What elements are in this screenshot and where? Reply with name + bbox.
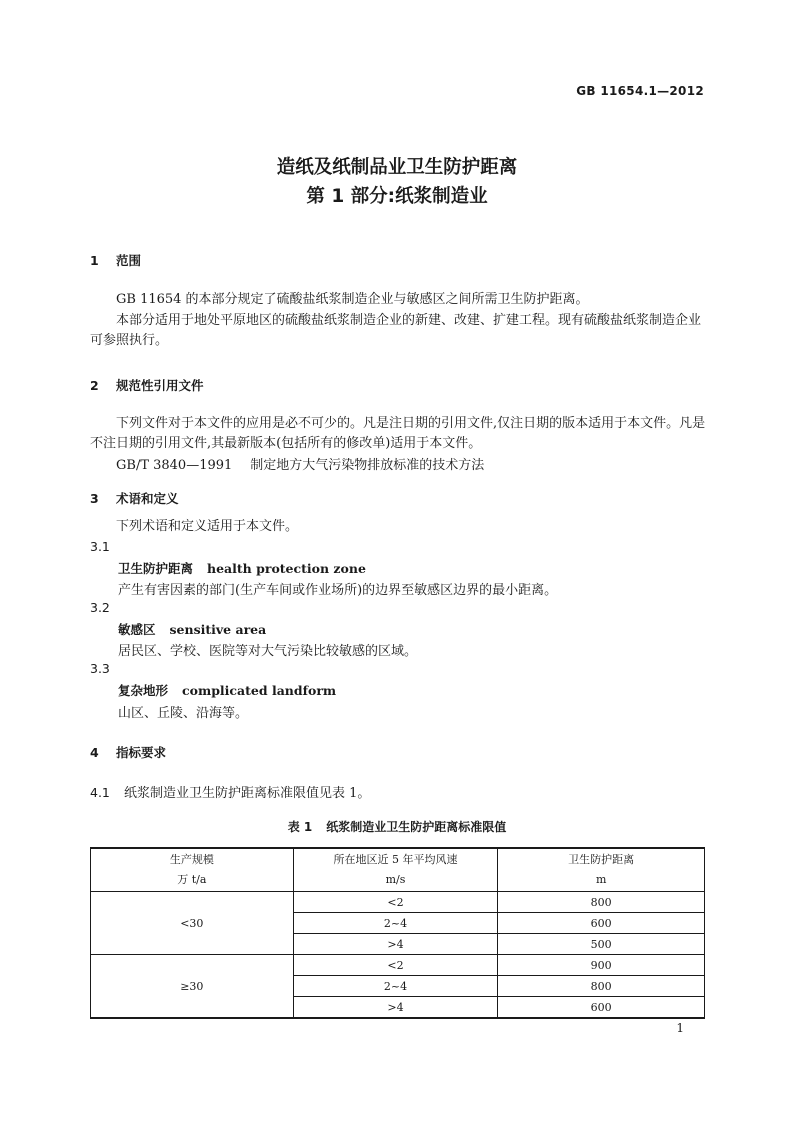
term-heading <box>118 559 366 577</box>
section-title: 指标要求 <box>116 745 167 760</box>
section-4-heading <box>90 743 166 761</box>
term-definition: 产生有害因素的部门(生产车间或作业场所)的边界至敏感区边界的最小距离。 <box>118 583 558 598</box>
table-title: 纸浆制造业卫生防护距离标准限值 <box>326 820 507 834</box>
document-title: 造纸及纸制品业卫生防护距离 <box>276 157 518 178</box>
clause-number: 4.1 <box>90 785 110 800</box>
term-heading <box>118 681 336 699</box>
term-zh: 复杂地形 <box>118 683 169 698</box>
scale-cell: ≥30 <box>91 955 294 1019</box>
header-unit: m/s <box>385 873 406 886</box>
header-label: 卫生防护距离 <box>568 853 635 866</box>
term-number: 3.3 <box>90 661 110 676</box>
reference-code: GB/T 3840—1991 <box>116 458 233 473</box>
distance-cell: 500 <box>498 934 705 955</box>
distance-cell: 800 <box>498 976 705 997</box>
section-1-paragraph-2: 本部分适用于地处平原地区的硫酸盐纸浆制造企业的新建、改建、扩建工程。现有硫酸盐纸浆制造企业可参照执行。 <box>90 313 702 348</box>
distance-cell: 800 <box>498 892 705 913</box>
scale-cell: <30 <box>91 892 294 955</box>
section-number: 2 <box>90 378 99 393</box>
header-wind-speed <box>293 848 498 892</box>
section-title: 范围 <box>116 253 142 268</box>
term-definition: 山区、丘陵、沿海等。 <box>118 706 249 721</box>
distance-limit-table <box>90 847 705 1019</box>
standard-code: GB 11654.1—2012 <box>576 84 704 98</box>
document-subtitle: 第 1 部分:纸浆制造业 <box>306 186 488 207</box>
section-1-heading <box>90 251 141 269</box>
table-row <box>91 955 705 976</box>
header-label: 生产规模 <box>169 853 214 866</box>
term-en: complicated landform <box>182 683 337 698</box>
page-number: 1 <box>676 1021 684 1035</box>
section-1-paragraph-1: GB 11654 的本部分规定了硫酸盐纸浆制造企业与敏感区之间所需卫生防护距离。 <box>116 292 589 307</box>
section-3-heading <box>90 489 179 507</box>
term-number: 3.2 <box>90 600 110 615</box>
term-number: 3.1 <box>90 539 110 554</box>
header-production-scale <box>91 848 294 892</box>
normative-reference <box>116 456 706 476</box>
section-title: 术语和定义 <box>116 491 179 506</box>
wind-cell: 2~4 <box>293 913 498 934</box>
section-number: 1 <box>90 253 99 268</box>
wind-cell: >4 <box>293 997 498 1019</box>
term-definition: 居民区、学校、医院等对大气污染比较敏感的区域。 <box>118 644 418 659</box>
header-unit: 万 t/a <box>177 873 207 886</box>
table-caption <box>0 818 794 835</box>
table-number: 表 1 <box>287 820 313 834</box>
table-header-row <box>91 848 705 892</box>
section-number: 3 <box>90 491 99 506</box>
term-en: health protection zone <box>207 561 366 576</box>
wind-cell: <2 <box>293 892 498 913</box>
distance-cell: 600 <box>498 997 705 1019</box>
clause-4-1 <box>90 783 706 804</box>
distance-cell: 900 <box>498 955 705 976</box>
table-row <box>91 892 705 913</box>
section-number: 4 <box>90 745 99 760</box>
term-heading <box>118 620 266 638</box>
section-3-intro: 下列术语和定义适用于本文件。 <box>116 519 299 534</box>
section-title: 规范性引用文件 <box>116 378 204 393</box>
header-label: 所在地区近 5 年平均风速 <box>333 853 458 866</box>
term-zh: 卫生防护距离 <box>118 561 194 576</box>
term-en: sensitive area <box>169 622 267 637</box>
distance-cell: 600 <box>498 913 705 934</box>
clause-text: 纸浆制造业卫生防护距离标准限值见表 1。 <box>124 786 371 801</box>
reference-title: 制定地方大气污染物排放标准的技术方法 <box>250 458 485 473</box>
wind-cell: >4 <box>293 934 498 955</box>
wind-cell: <2 <box>293 955 498 976</box>
header-unit: m <box>595 873 607 886</box>
section-2-heading <box>90 376 204 394</box>
wind-cell: 2~4 <box>293 976 498 997</box>
header-protection-distance <box>498 848 705 892</box>
term-zh: 敏感区 <box>118 622 156 637</box>
section-2-paragraph-1: 下列文件对于本文件的应用是必不可少的。凡是注日期的引用文件,仅注日期的版本适用于本文件。凡是不注日期的引用文件,其最新版本(包括所有的修改单)适用于本文件。 <box>90 416 706 451</box>
